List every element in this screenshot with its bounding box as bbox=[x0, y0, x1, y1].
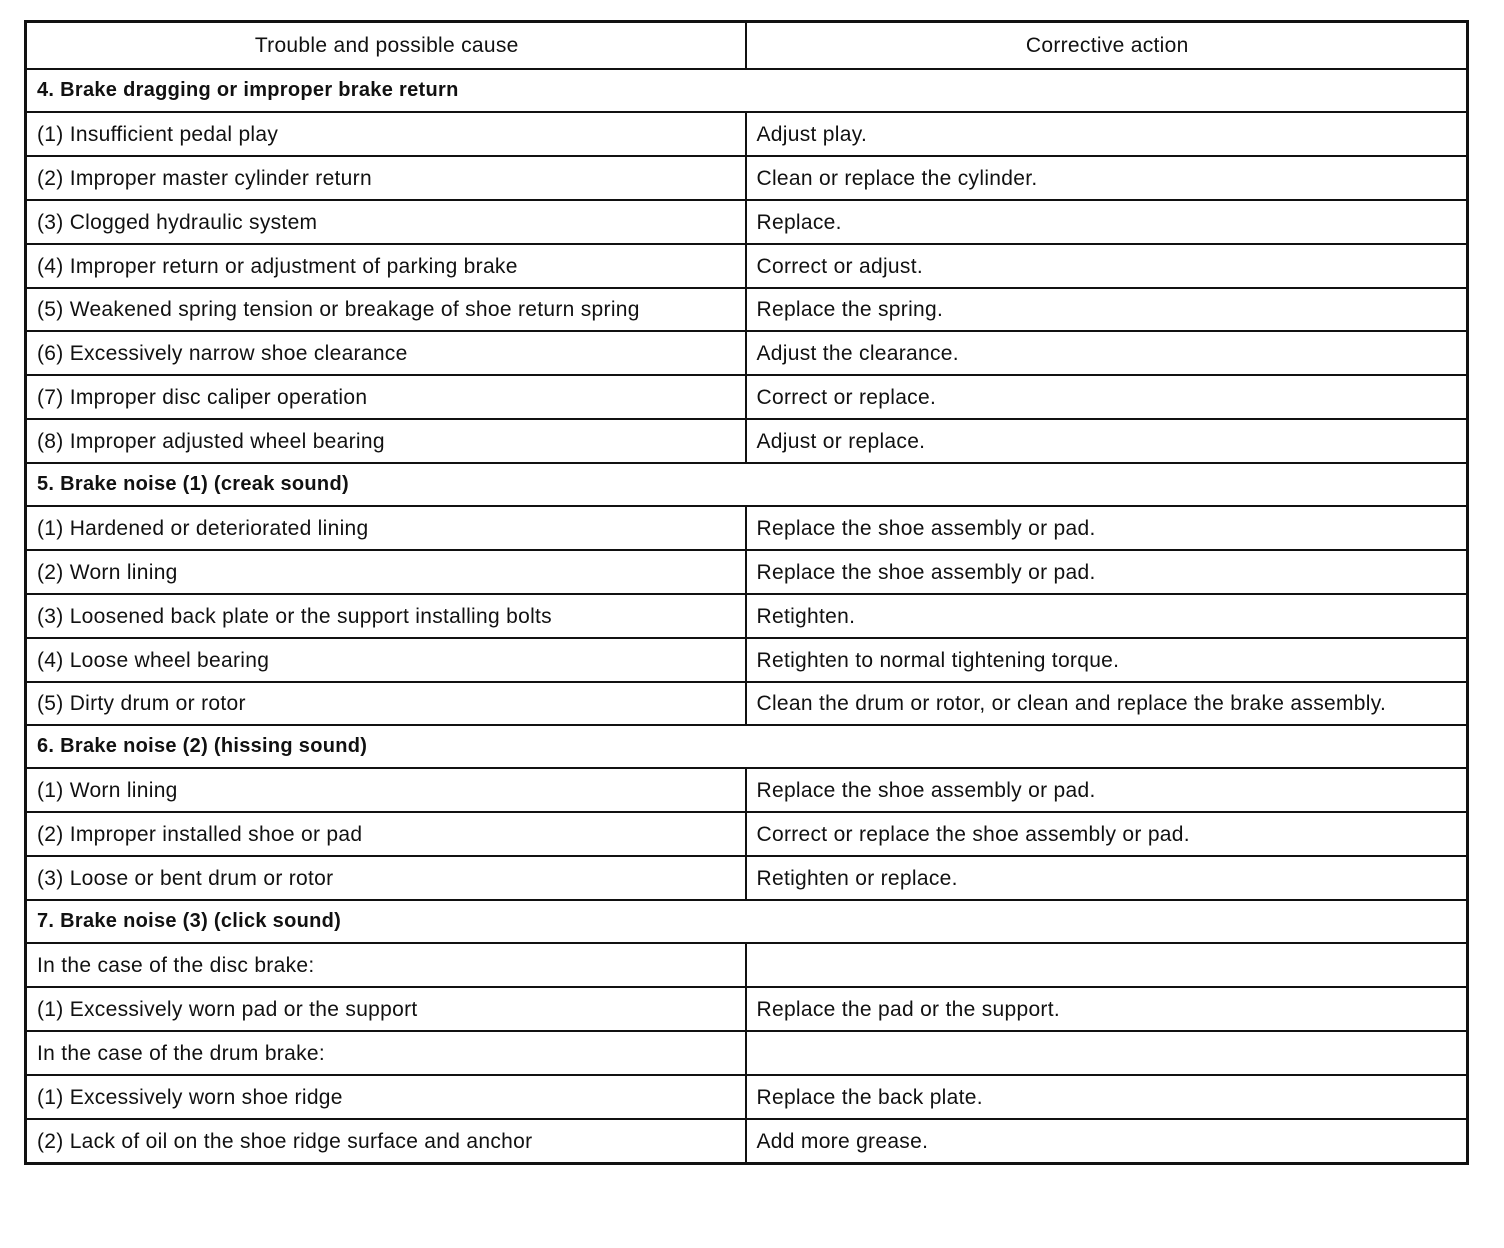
cause-cell: (2) Improper master cylinder return bbox=[26, 156, 746, 200]
action-cell: Adjust or replace. bbox=[746, 419, 1468, 463]
table-row bbox=[26, 156, 1468, 200]
action-cell: Retighten to normal tightening torque. bbox=[746, 638, 1468, 682]
cause-cell: (1) Excessively worn shoe ridge bbox=[26, 1075, 746, 1119]
action-cell: Correct or replace the shoe assembly or pad. bbox=[746, 812, 1468, 856]
table-row bbox=[26, 1075, 1468, 1119]
cause-cell: (1) Worn lining bbox=[26, 768, 746, 812]
table-header-row bbox=[26, 22, 1468, 70]
case-note-row bbox=[26, 1031, 1468, 1075]
table-row bbox=[26, 288, 1468, 331]
cause-cell: (4) Loose wheel bearing bbox=[26, 638, 746, 682]
table-row bbox=[26, 856, 1468, 900]
cause-cell: (1) Insufficient pedal play bbox=[26, 112, 746, 156]
cause-cell: (1) Hardened or deteriorated lining bbox=[26, 506, 746, 550]
action-cell: Replace. bbox=[746, 200, 1468, 244]
section-title: 5. Brake noise (1) (creak sound) bbox=[26, 463, 1468, 506]
action-cell: Replace the pad or the support. bbox=[746, 987, 1468, 1031]
cause-cell: (6) Excessively narrow shoe clearance bbox=[26, 331, 746, 375]
action-cell: Replace the spring. bbox=[746, 288, 1468, 331]
table-row bbox=[26, 506, 1468, 550]
table-row bbox=[26, 1119, 1468, 1164]
table-row bbox=[26, 112, 1468, 156]
table-row bbox=[26, 682, 1468, 725]
action-cell: Correct or replace. bbox=[746, 375, 1468, 419]
table-row bbox=[26, 200, 1468, 244]
table-row bbox=[26, 638, 1468, 682]
table-row bbox=[26, 244, 1468, 288]
empty-cell bbox=[746, 1031, 1468, 1075]
table-row bbox=[26, 419, 1468, 463]
header-action: Corrective action bbox=[746, 22, 1468, 70]
cause-cell: (3) Loosened back plate or the support installing bolts bbox=[26, 594, 746, 638]
cause-cell: (3) Clogged hydraulic system bbox=[26, 200, 746, 244]
case-note-drum: In the case of the drum brake: bbox=[26, 1031, 746, 1075]
section-header bbox=[26, 900, 1468, 943]
section-title: 7. Brake noise (3) (click sound) bbox=[26, 900, 1468, 943]
action-cell: Adjust the clearance. bbox=[746, 331, 1468, 375]
section-title: 4. Brake dragging or improper brake return bbox=[26, 69, 1468, 112]
section-header bbox=[26, 69, 1468, 112]
section-title: 6. Brake noise (2) (hissing sound) bbox=[26, 725, 1468, 768]
action-cell: Replace the back plate. bbox=[746, 1075, 1468, 1119]
action-cell: Adjust play. bbox=[746, 112, 1468, 156]
table-row bbox=[26, 550, 1468, 594]
table-row bbox=[26, 812, 1468, 856]
action-cell: Add more grease. bbox=[746, 1119, 1468, 1164]
cause-cell: (8) Improper adjusted wheel bearing bbox=[26, 419, 746, 463]
action-cell: Retighten or replace. bbox=[746, 856, 1468, 900]
action-cell: Clean or replace the cylinder. bbox=[746, 156, 1468, 200]
cause-cell: (2) Worn lining bbox=[26, 550, 746, 594]
table-row bbox=[26, 375, 1468, 419]
section-header bbox=[26, 463, 1468, 506]
action-cell: Correct or adjust. bbox=[746, 244, 1468, 288]
section-header bbox=[26, 725, 1468, 768]
cause-cell: (5) Dirty drum or rotor bbox=[26, 682, 746, 725]
cause-cell: (3) Loose or bent drum or rotor bbox=[26, 856, 746, 900]
cause-cell: (2) Lack of oil on the shoe ridge surface and anchor bbox=[26, 1119, 746, 1164]
header-cause: Trouble and possible cause bbox=[26, 22, 746, 70]
cause-cell: (5) Weakened spring tension or breakage of shoe return spring bbox=[26, 288, 746, 331]
cause-cell: (7) Improper disc caliper operation bbox=[26, 375, 746, 419]
case-note-row bbox=[26, 943, 1468, 987]
table-row bbox=[26, 987, 1468, 1031]
table-row bbox=[26, 331, 1468, 375]
action-cell: Replace the shoe assembly or pad. bbox=[746, 506, 1468, 550]
action-cell: Clean the drum or rotor, or clean and replace the brake assembly. bbox=[746, 682, 1468, 725]
cause-cell: (4) Improper return or adjustment of parking brake bbox=[26, 244, 746, 288]
action-cell: Replace the shoe assembly or pad. bbox=[746, 550, 1468, 594]
troubleshooting-table bbox=[24, 20, 1469, 1165]
table-row bbox=[26, 594, 1468, 638]
table-row bbox=[26, 768, 1468, 812]
cause-cell: (1) Excessively worn pad or the support bbox=[26, 987, 746, 1031]
case-note-disc: In the case of the disc brake: bbox=[26, 943, 746, 987]
empty-cell bbox=[746, 943, 1468, 987]
cause-cell: (2) Improper installed shoe or pad bbox=[26, 812, 746, 856]
action-cell: Replace the shoe assembly or pad. bbox=[746, 768, 1468, 812]
action-cell: Retighten. bbox=[746, 594, 1468, 638]
